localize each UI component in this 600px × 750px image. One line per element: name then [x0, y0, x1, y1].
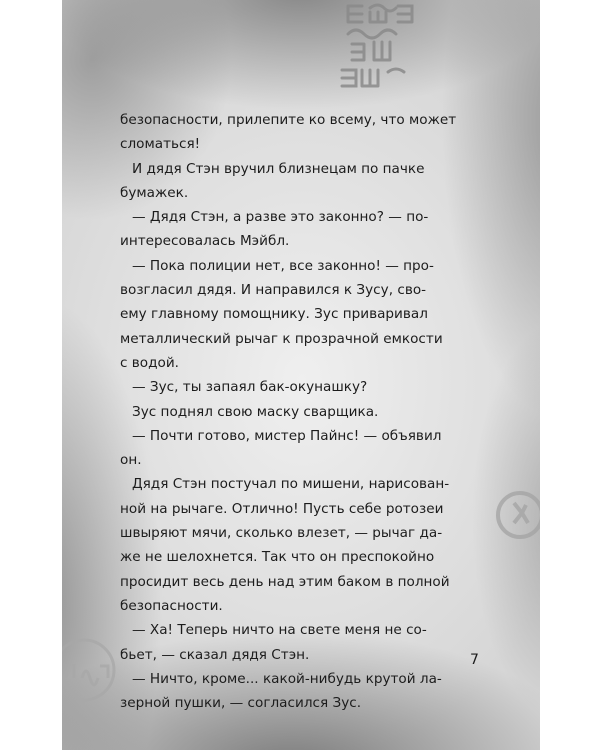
text-line: ему главному помощнику. Зус приваривал: [120, 306, 428, 323]
text-line: бьет, — сказал дядя Стэн.: [120, 646, 310, 663]
text-line: швыряют мячи, сколько влезет, — рычаг да-: [120, 525, 443, 542]
text-line: сломаться!: [120, 136, 201, 153]
text-line: — Зус, ты запаял бак-окунашку?: [132, 379, 368, 396]
page-text: [120, 108, 482, 715]
text-line: металлический рычаг к прозрачной емкости: [120, 330, 443, 347]
text-line: просидит весь день над этим баком в полной: [120, 573, 450, 590]
text-line: — Ха! Теперь ничто на свете меня не со-: [132, 622, 427, 639]
text-line: с водой.: [120, 354, 179, 371]
rune-cipher-icon: [278, 0, 428, 95]
text-line: безопасности, прилепите ко всему, что может: [120, 112, 457, 128]
text-line: зерной пушки, — согласился Зус.: [120, 695, 362, 712]
text-line: ной на рычаге. Отлично! Пусть себе ротозеи: [120, 500, 444, 517]
text-line: интересовалась Мэйбл.: [120, 233, 290, 250]
text-line: он.: [120, 452, 142, 469]
text-line: — Пока полиции нет, все законно! — про-: [132, 257, 434, 274]
page-number: 7: [470, 652, 479, 668]
text-line: же не шелохнется. Так что он преспокойно: [120, 549, 435, 566]
book-page: [62, 0, 540, 750]
text-line: бумажек.: [120, 184, 189, 201]
text-line: И дядя Стэн вручил близнецам по пачке: [132, 160, 425, 177]
text-line: — Дядя Стэн, а разве это законно? — по-: [132, 209, 429, 226]
text-line: безопасности.: [120, 597, 223, 614]
smiley-symbol-icon: [490, 485, 540, 545]
text-line: — Ничто, кроме... какой-нибудь крутой ла-: [132, 670, 442, 687]
text-line: Дядя Стэн постучал по мишени, нарисован-: [132, 476, 450, 493]
text-line: — Почти готово, мистер Пайнс! — объявил: [132, 427, 442, 444]
text-line: Зус поднял свою маску сварщика.: [132, 403, 379, 420]
text-line: возгласил дядя. И направился к Зусу, сво-: [120, 282, 427, 299]
